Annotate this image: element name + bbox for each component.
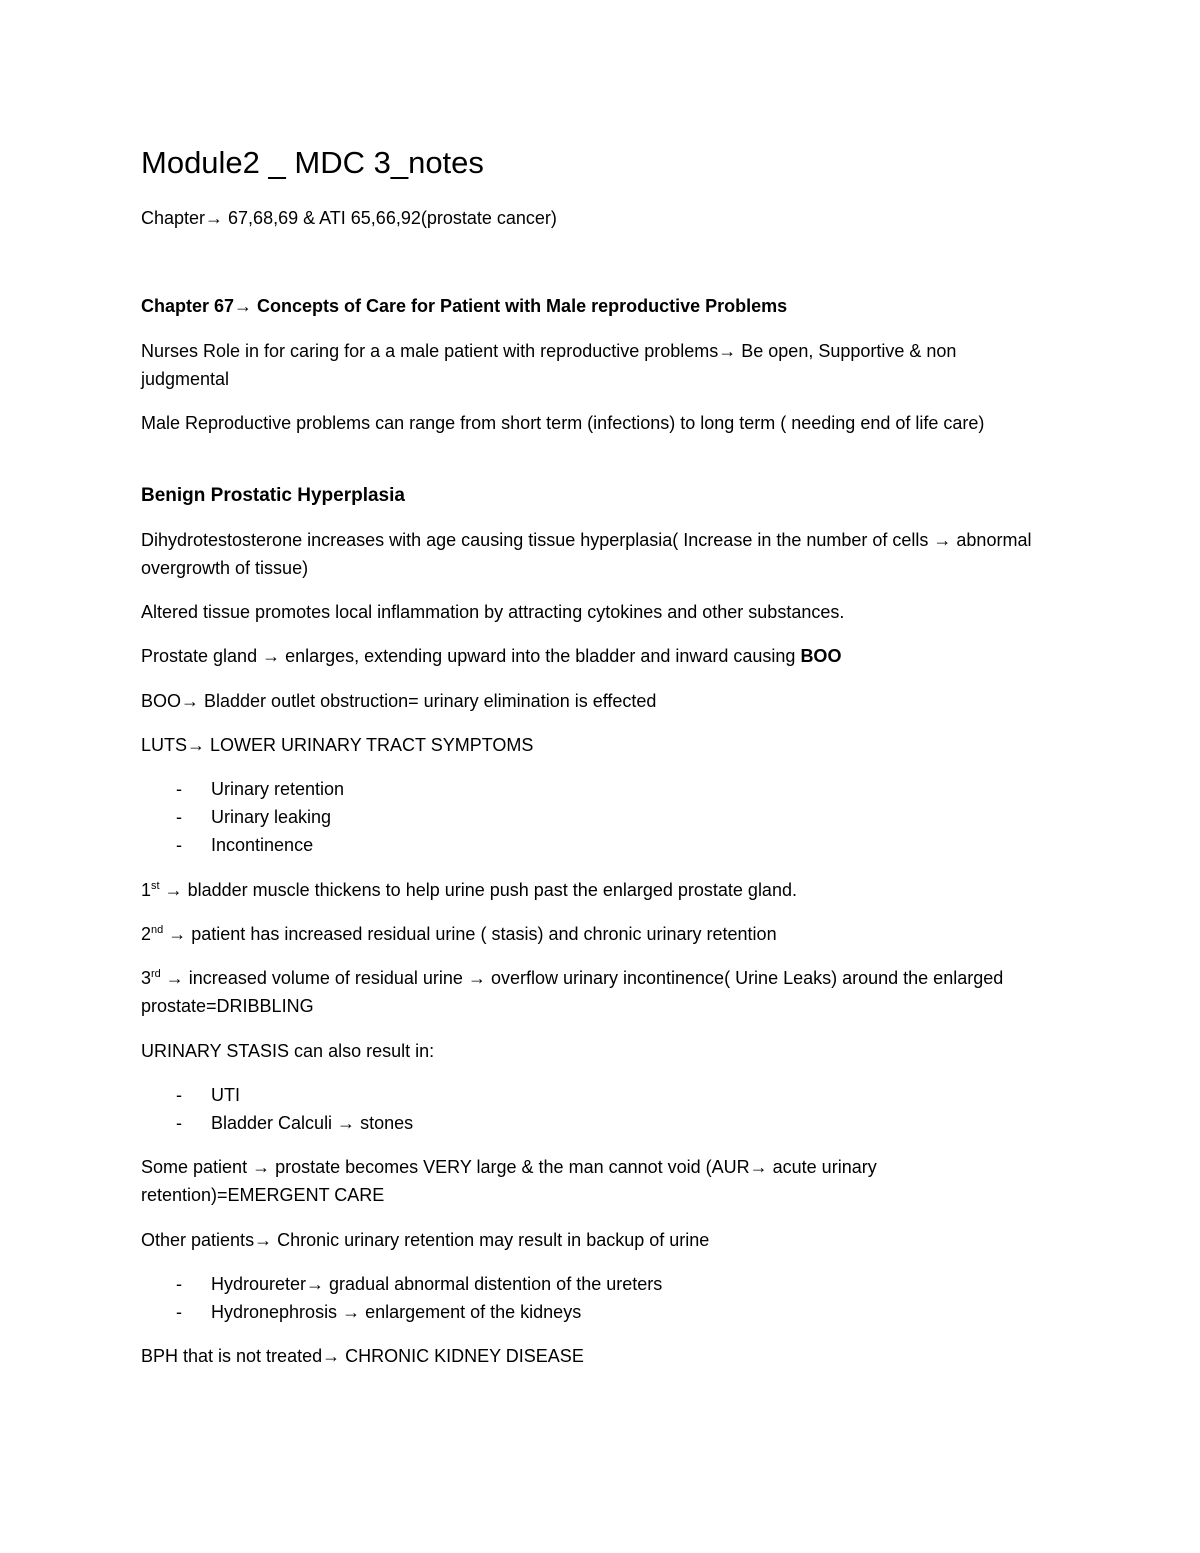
stage-2-text: → patient has increased residual urine ( stasis) and chronic urinary retention bbox=[163, 924, 777, 944]
nurses-role-paragraph: Nurses Role in for caring for a a male patient with reproductive problems→ Be open, Supportive & non judgmental bbox=[141, 341, 957, 389]
list-item-text: Urinary leaking bbox=[211, 807, 332, 827]
chapters-line: Chapter→ 67,68,69 & ATI 65,66,92(prostate cancer) bbox=[141, 208, 557, 228]
stage-1-paragraph bbox=[141, 876, 1061, 904]
altered-tissue-paragraph: Altered tissue promotes local inflammation by attracting cytokines and other substances. bbox=[141, 602, 845, 622]
list-item-text: Incontinence bbox=[211, 835, 314, 855]
stage-3-paragraph bbox=[141, 964, 1031, 1020]
list-item-text: UTI bbox=[211, 1085, 240, 1105]
list-item bbox=[176, 831, 313, 859]
bullet-dash: - bbox=[176, 1113, 182, 1133]
page-title: Module2 _ MDC 3_notes bbox=[141, 145, 484, 180]
list-item bbox=[176, 803, 331, 831]
bullet-dash: - bbox=[176, 1085, 182, 1105]
stage-1-superscript: st bbox=[151, 880, 160, 892]
boo-bold-text: BOO bbox=[800, 646, 842, 666]
list-item bbox=[176, 1298, 581, 1326]
stage-1-number: 1 bbox=[141, 880, 152, 900]
aur-paragraph: Some patient → prostate becomes VERY large & the man cannot void (AUR→ acute urinary retention)=EMERGENT CARE bbox=[141, 1157, 877, 1205]
list-item bbox=[176, 1109, 413, 1137]
stage-3-number: 3 bbox=[141, 968, 152, 988]
dht-paragraph: Dihydrotestosterone increases with age causing tissue hyperplasia( Increase in the number of cells → abnormal overgrowth of tissue) bbox=[141, 530, 1032, 578]
list-item-text: Hydroureter→ gradual abnormal distention of the ureters bbox=[211, 1274, 663, 1294]
stage-2-number: 2 bbox=[141, 924, 152, 944]
stage-2-superscript: nd bbox=[151, 924, 164, 936]
list-item bbox=[176, 1270, 662, 1298]
list-item bbox=[176, 775, 344, 803]
problems-range-paragraph: Male Reproductive problems can range from short term (infections) to long term ( needing end of life care) bbox=[141, 413, 985, 433]
list-item bbox=[176, 1081, 240, 1109]
stage-3-text: → increased volume of residual urine → overflow urinary incontinence( Urine Leaks) around the enlarged prostate=DRIBBLING bbox=[141, 968, 1004, 1016]
bph-heading: Benign Prostatic Hyperplasia bbox=[141, 485, 405, 506]
other-patients-paragraph: Other patients→ Chronic urinary retention may result in backup of urine bbox=[141, 1230, 710, 1250]
stage-3-superscript: rd bbox=[151, 968, 161, 980]
bullet-dash: - bbox=[176, 1274, 182, 1294]
bullet-dash: - bbox=[176, 779, 182, 799]
list-item-text: Bladder Calculi → stones bbox=[211, 1113, 414, 1133]
prostate-gland-paragraph bbox=[141, 642, 1061, 670]
bullet-dash: - bbox=[176, 835, 182, 855]
ckd-paragraph: BPH that is not treated→ CHRONIC KIDNEY DISEASE bbox=[141, 1346, 584, 1366]
bullet-dash: - bbox=[176, 807, 182, 827]
prostate-gland-text: Prostate gland → enlarges, extending upward into the bladder and inward causing bbox=[141, 646, 801, 666]
stasis-intro: URINARY STASIS can also result in: bbox=[141, 1041, 435, 1061]
chapter-heading: Chapter 67→ Concepts of Care for Patient with Male reproductive Problems bbox=[141, 296, 788, 316]
list-item-text: Hydronephrosis → enlargement of the kidneys bbox=[211, 1302, 582, 1322]
luts-definition: LUTS→ LOWER URINARY TRACT SYMPTOMS bbox=[141, 735, 534, 755]
boo-definition: BOO→ Bladder outlet obstruction= urinary elimination is effected bbox=[141, 691, 657, 711]
list-item-text: Urinary retention bbox=[211, 779, 345, 799]
bullet-dash: - bbox=[176, 1302, 182, 1322]
stage-2-paragraph bbox=[141, 920, 1061, 948]
stage-1-text: → bladder muscle thickens to help urine push past the enlarged prostate gland. bbox=[159, 880, 797, 900]
